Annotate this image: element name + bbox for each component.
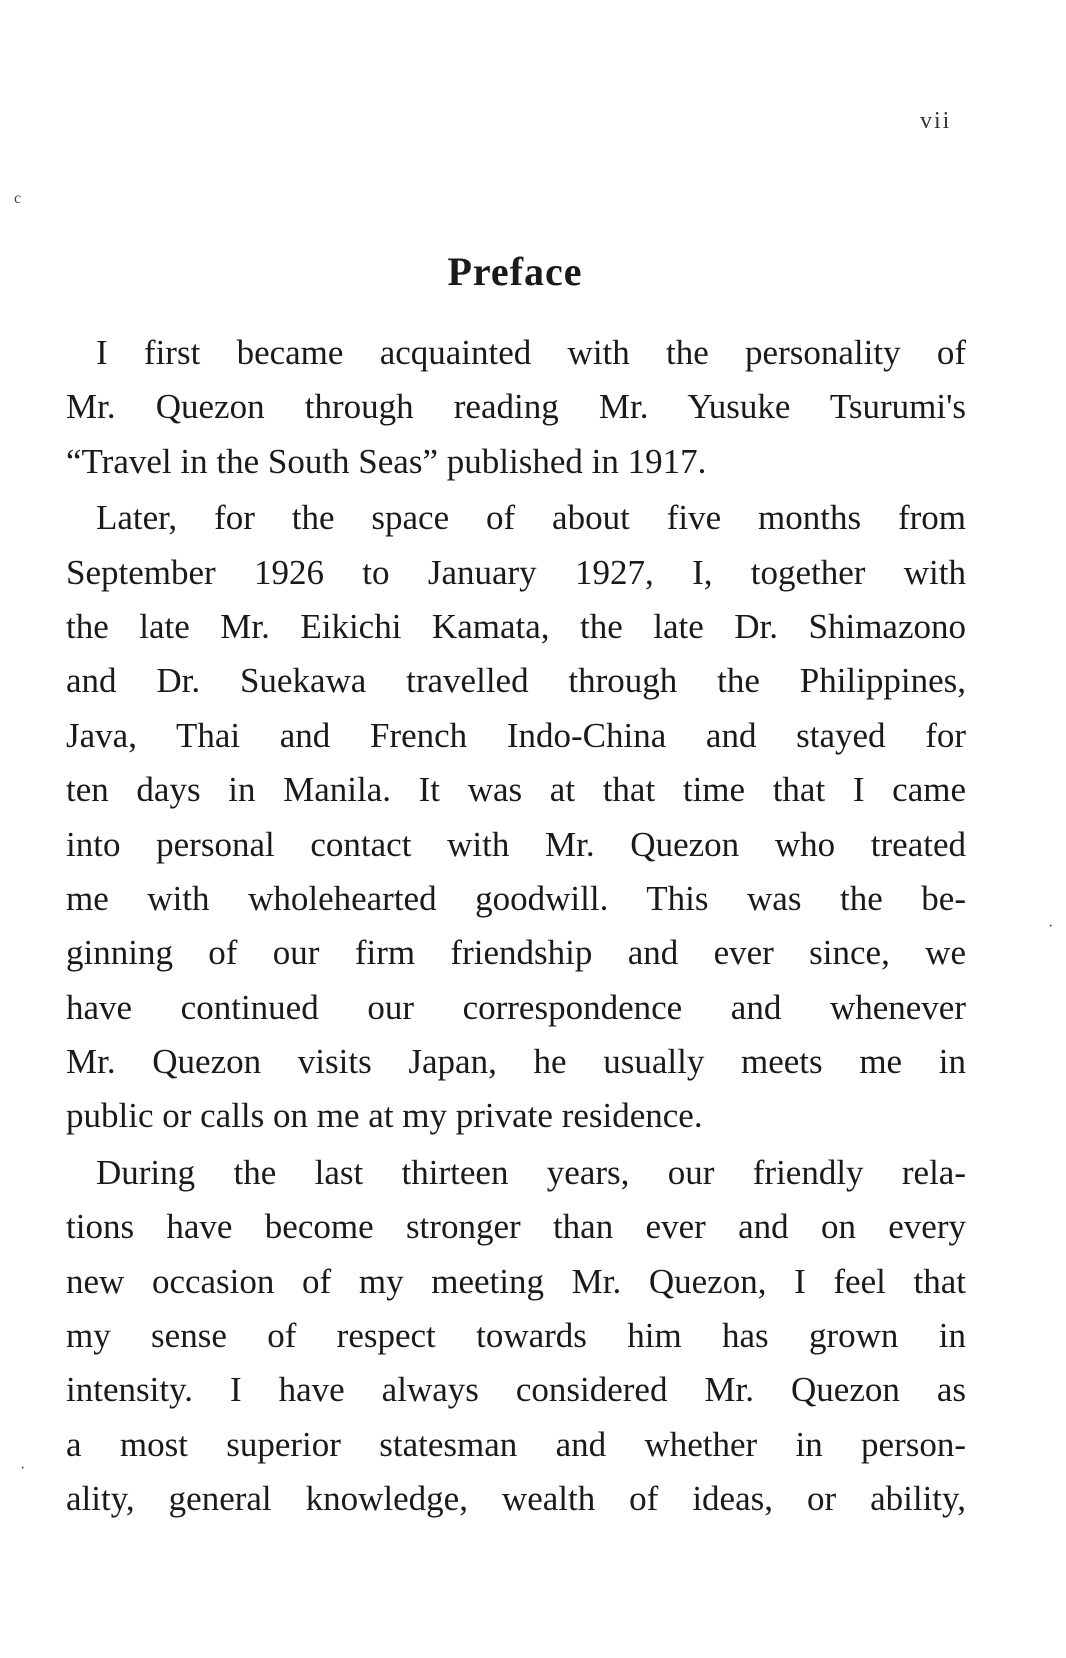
text-line: September 1926 to January 1927, I, together with bbox=[66, 552, 966, 592]
text-line: “Travel in the South Seas” published in 1917. bbox=[66, 441, 707, 481]
text-line: into personal contact with Mr. Quezon who treated bbox=[66, 824, 966, 864]
text-line: my sense of respect towards him has grown in bbox=[66, 1316, 966, 1356]
stray-mark-top-left: c bbox=[14, 190, 22, 207]
paragraph-1 bbox=[66, 326, 966, 489]
text-line: a most superior statesman and whether in person- bbox=[66, 1424, 966, 1464]
text-line: have continued our correspondence and whenever bbox=[66, 987, 966, 1027]
text-line: ten days in Manila. It was at that time that I came bbox=[66, 770, 966, 810]
paragraph-2 bbox=[66, 491, 966, 1144]
text-line: and Dr. Suekawa travelled through the Philippines, bbox=[66, 661, 966, 701]
text-line: I first became acquainted with the personality of bbox=[96, 333, 966, 372]
paragraph-3 bbox=[66, 1146, 966, 1527]
text-line: ality, general knowledge, wealth of ideas, or ability, bbox=[66, 1479, 966, 1519]
page-title: Preface bbox=[447, 249, 583, 294]
text-line: tions have become stronger than ever and on every bbox=[66, 1207, 966, 1247]
text-line: me with wholehearted goodwill. This was the be- bbox=[66, 878, 966, 918]
page-number: vii bbox=[920, 108, 952, 134]
stray-mark-right-edge: · bbox=[1048, 918, 1054, 935]
text-line: ginning of our firm friendship and ever since, we bbox=[66, 933, 966, 973]
stray-mark-bottom-left: · bbox=[20, 1460, 26, 1477]
text-line: new occasion of my meeting Mr. Quezon, I feel that bbox=[66, 1261, 966, 1301]
text-line: the late Mr. Eikichi Kamata, the late Dr. Shimazono bbox=[66, 606, 966, 646]
text-line: Java, Thai and French Indo-China and stayed for bbox=[66, 715, 966, 755]
text-line: intensity. I have always considered Mr. Quezon as bbox=[66, 1370, 966, 1410]
text-line: Later, for the space of about five months from bbox=[96, 498, 966, 538]
body-text bbox=[66, 326, 966, 1527]
text-line: Mr. Quezon visits Japan, he usually meets me in bbox=[66, 1042, 966, 1082]
text-line: Mr. Quezon through reading Mr. Yusuke Tsurumi's bbox=[66, 387, 966, 427]
text-line: public or calls on me at my private residence. bbox=[66, 1096, 703, 1136]
text-line: During the last thirteen years, our friendly rela- bbox=[96, 1152, 966, 1192]
